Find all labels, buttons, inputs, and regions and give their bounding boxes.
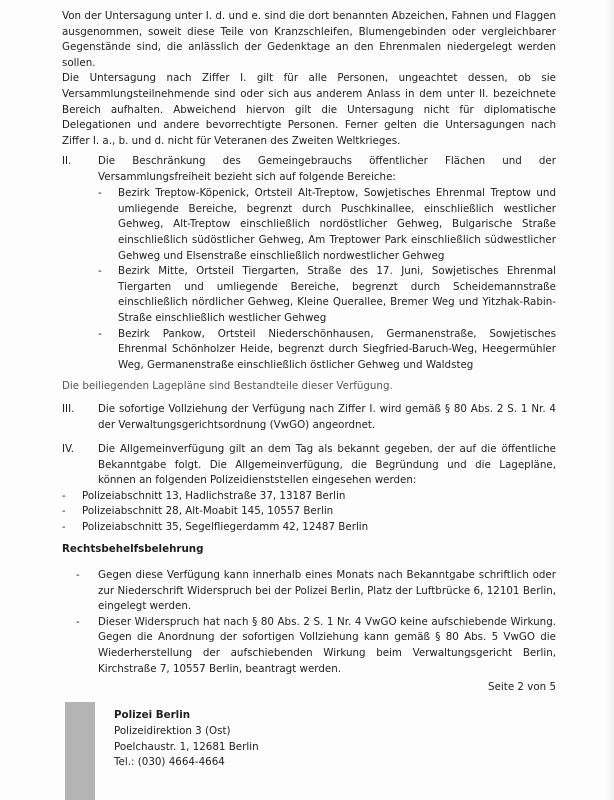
dash-bullet: - xyxy=(98,265,102,278)
section-3-text: Die sofortige Vollziehung der Verfügung nach Ziffer I. wird gemäß § 80 Abs. 2 S. 1 Nr. 4 der Verwaltungsgerichtsordnung (VwGO) angeordnet. xyxy=(98,403,556,431)
dash-bullet: - xyxy=(62,505,66,518)
section-2 xyxy=(62,154,556,373)
section-number: II. xyxy=(62,155,72,167)
dash-bullet: - xyxy=(62,489,66,502)
footer-accent-bar xyxy=(65,702,95,800)
section-number: IV. xyxy=(62,443,75,455)
dash-bullet: - xyxy=(98,327,102,340)
list-item xyxy=(62,504,556,520)
dash-bullet: - xyxy=(76,569,80,581)
footer-line: Polizeidirektion 3 (Ost) xyxy=(114,724,231,737)
list-item xyxy=(62,568,556,615)
dash-bullet: - xyxy=(62,520,66,533)
section-4 xyxy=(62,442,556,536)
page-number: Seite 2 von 5 xyxy=(488,681,556,693)
area-list xyxy=(62,186,556,373)
list-item xyxy=(98,186,556,264)
list-item xyxy=(62,615,556,677)
footer-address xyxy=(114,708,259,771)
dash-bullet: - xyxy=(76,615,80,628)
list-item xyxy=(62,520,556,536)
station-text: Polizeiabschnitt 13, Hadlichstraße 37, 13187 Berlin xyxy=(82,489,346,502)
section-4-text: Die Allgemeinverfügung gilt an dem Tag als bekannt gegeben, der auf die öffentliche Bekanntgabe folgt. Die Allgemeinverfügung, die Begründung und die Lagepläne, können an folgenden Polizeidienststellen eingesehen werden: xyxy=(98,443,556,487)
police-station-list xyxy=(62,489,556,536)
list-item xyxy=(98,327,556,374)
dash-bullet: - xyxy=(98,187,102,200)
section-3 xyxy=(62,402,556,433)
section-2-text: Die Beschränkung des Gemeingebrauchs öffentlicher Flächen und der Versammlungsfreiheit bezieht sich auf folgende Bereiche: xyxy=(98,155,556,183)
footer-phone: Tel.: (030) 4664-4664 xyxy=(114,756,225,769)
page-edge-shadow xyxy=(606,0,614,800)
remedy-text: Gegen diese Verfügung kann innerhalb eines Monats nach Bekanntgabe schriftlich oder zur Niederschrift Widerspruch bei der Polizei Berlin, Platz der Luftbrücke 6, 12101 Berlin, eingelegt werden. xyxy=(98,569,556,613)
enclosure-note: Die beiliegenden Lagepläne sind Bestandteile dieser Verfügung. xyxy=(62,380,393,392)
intro-text xyxy=(62,9,556,149)
section-number: III. xyxy=(62,403,75,415)
station-text: Polizeiabschnitt 35, Segelfliegerdamm 42, 12487 Berlin xyxy=(82,520,369,533)
area-text: Bezirk Pankow, Ortsteil Niederschönhausen, Germanenstraße, Sowjetisches Ehrenmal Schönholzer Heide, begrenzt durch Siegfried-Baruch-Weg, Heegermühler Weg, Germanenstraße einschließlich östlicher Gehweg und Waldsteg xyxy=(118,327,556,371)
footer-org-name: Polizei Berlin xyxy=(114,709,191,721)
area-text: Bezirk Mitte, Ortsteil Tiergarten, Straße des 17. Juni, Sowjetisches Ehrenmal Tiergarten und umliegende Bereiche, begrenzt durch Scheidemannstraße einschließlich nördlicher Gehweg, Kleine Querallee, Bremer Weg und Yitzhak-Rabin-Straße einschließlich westlicher Gehweg xyxy=(118,265,556,324)
footer-line: Poelchaustr. 1, 12681 Berlin xyxy=(114,740,259,753)
list-item xyxy=(98,264,556,326)
remedy-text: Dieser Widerspruch hat nach § 80 Abs. 2 S. 1 Nr. 4 VwGO keine aufschiebende Wirkung. Gegen die Anordnung der sofortigen Vollziehung kann gemäß § 80 Abs. 5 VwGO die Wiederherstellung der aufschiebenden Wirkung beim Verwaltungsgericht Berlin, Kirchstraße 7, 10557 Berlin, beantragt werden. xyxy=(98,615,556,675)
intro-paragraph-2: Die Untersagung nach Ziffer I. gilt für alle Personen, ungeachtet dessen, ob sie Versammlungsteilnehmende sind oder sich aus anderem Anlass in dem unter II. bezeichnete Bereich aufhalten. Abweichend hiervon gilt die Untersagung nicht für diplomatische Delegationen und andere bevorrechtigte Personen. Ferner gelten die Untersagungen nach Ziffer I. a., b. und d. nicht für Veteranen des Zweiten Weltkrieges. xyxy=(62,72,556,147)
station-text: Polizeiabschnitt 28, Alt-Moabit 145, 10557 Berlin xyxy=(82,505,334,518)
area-text: Bezirk Treptow-Köpenick, Ortsteil Alt-Treptow, Sowjetisches Ehrenmal Treptow und umliegende Bereiche, begrenzt durch Puschkinallee, einschließlich westlicher Gehweg, Alt-Treptow einschließlich nordöstlicher Gehweg, Bulgarische Straße einschließlich südöstlicher Gehweg, Am Treptower Park einschließlich südwestlicher Gehweg und Elsenstraße einschließlich nordwestlicher Gehweg xyxy=(118,187,556,262)
intro-paragraph-1: Von der Untersagung unter I. d. und e. sind die dort benannten Abzeichen, Fahnen und Flaggen ausgenommen, soweit diese Teile von Kranzschleifen, Blumengebinden oder vergleichbarer Gegenstände sind, die anlässlich der Gedenktage an den Ehrenmalen niedergelegt werden sollen. xyxy=(62,10,556,69)
remedy-heading: Rechtsbehelfsbelehrung xyxy=(62,543,204,555)
list-item xyxy=(62,489,556,505)
remedy-list xyxy=(62,568,556,677)
